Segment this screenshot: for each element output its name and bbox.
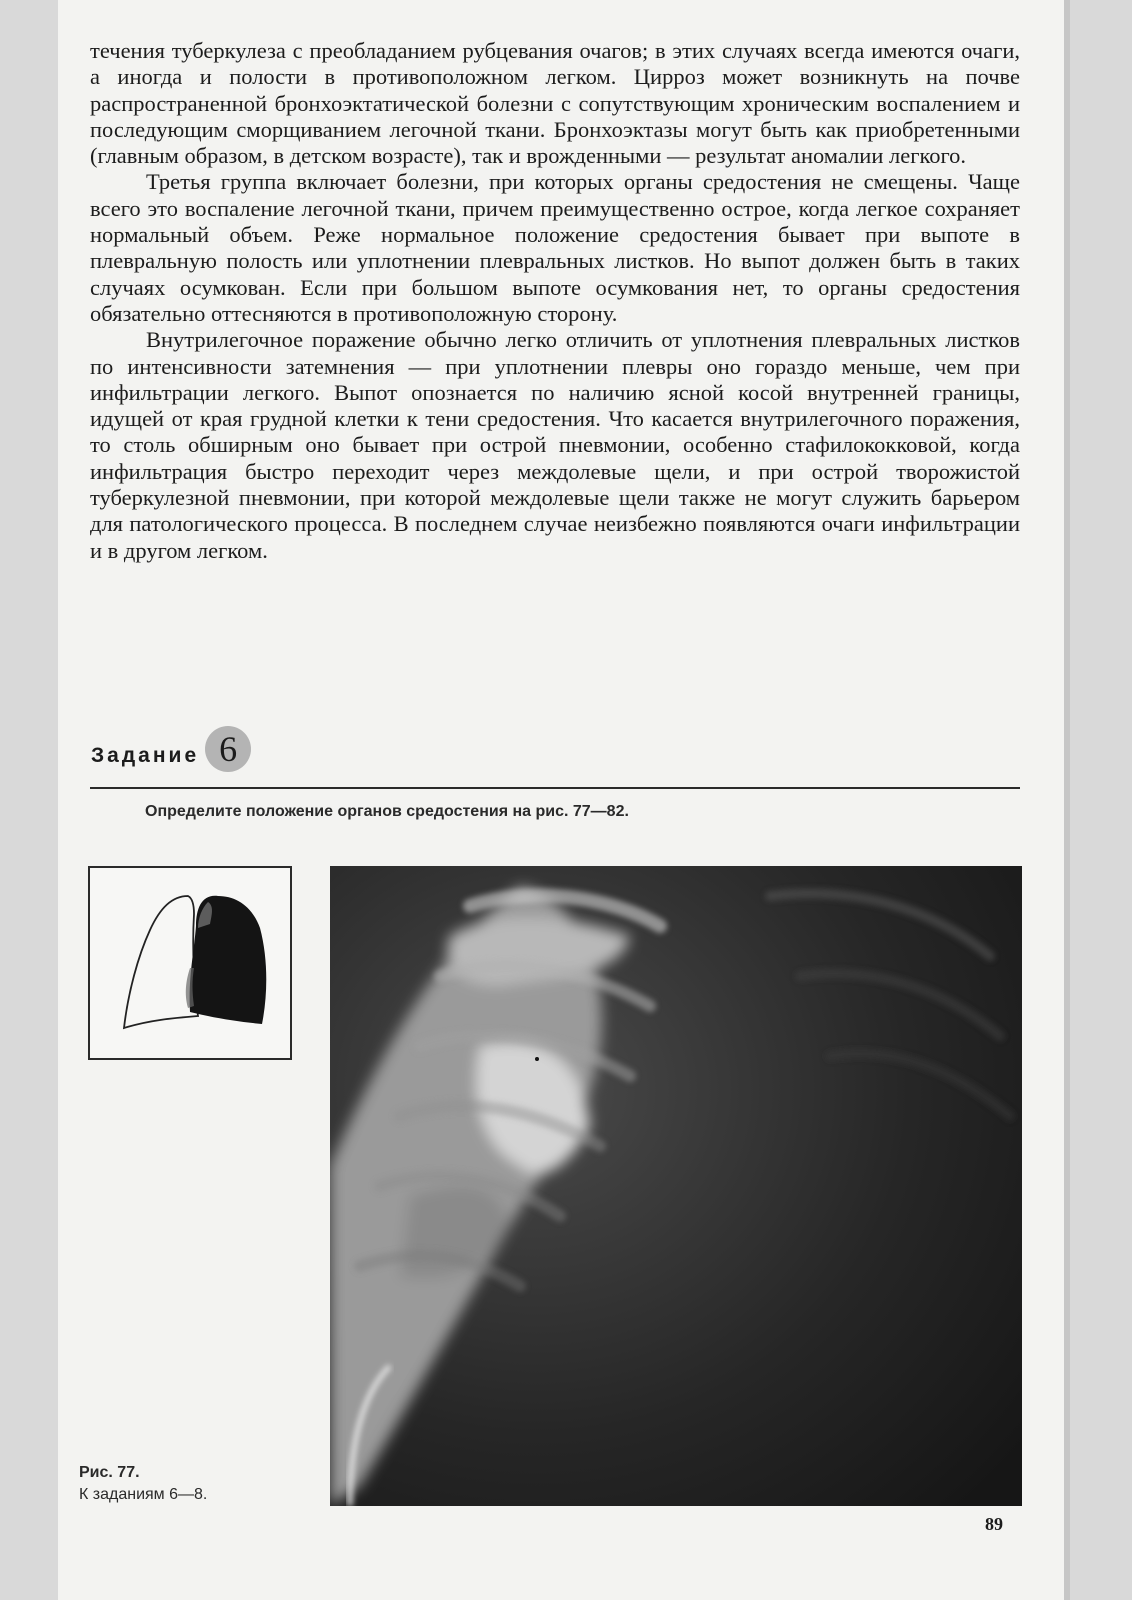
- body-text: [90, 38, 1020, 564]
- paragraph-third-group: Третья группа включает болезни, при которых органы средостения не смещены. Чаще всего это воспаление легочной ткани, причем преимущественно острое, когда легкое сохраняет нормальный объем. Реже нормальное положение средостения бывает при выпоте в плевральную полость или уплотнении плевральных листков. Но выпот должен быть в таких случаях осумкован. Если при большом выпоте осумкования нет, то органы средостения обязательно оттесняются в противоположную сторону.: [90, 169, 1020, 326]
- heading-rule: [90, 787, 1020, 789]
- task-heading: [91, 729, 251, 772]
- task-instruction: Определите положение органов средостения на рис. 77—82.: [145, 803, 629, 820]
- page-number: 89: [985, 1514, 1003, 1534]
- figure-label: Рис. 77.: [79, 1464, 140, 1481]
- lung-schema-diagram: [88, 866, 292, 1060]
- page-edge: [1064, 0, 1070, 1600]
- task-number-badge: 6: [205, 726, 251, 772]
- figure-caption: [79, 1462, 207, 1506]
- figure-caption-text: К заданиям 6—8.: [79, 1486, 208, 1503]
- task-heading-word: Задание: [91, 744, 200, 767]
- paragraph-continuation: течения туберкулеза с преобладанием рубцевания очагов; в этих случаях всегда имеются очаги, а иногда и полости в противоположном легком. Цирроз может возникнуть на почве распространенной бронхоэктатической болезни с сопутствующим хроническим воспалением и последующим сморщиванием легочной ткани. Бронхоэктазы могут быть как приобретенными (главным образом, в детском возрасте), так и врожденными — результат аномалии легкого.: [90, 38, 1020, 169]
- chest-xray-image: [330, 866, 1022, 1506]
- lung-schema-icon: [90, 868, 290, 1058]
- paragraph-intrapulmonary: Внутрилегочное поражение обычно легко отличить от уплотнения плевральных листков по интенсивности затемнения — при уплотнении плевры оно гораздо меньше, чем при инфильтрации легкого. Выпот опознается по наличию ясной косой внутренней границы, идущей от края грудной клетки к тени средостения. Что касается внутрилегочного поражения, то столь обширным оно бывает при острой пневмонии, особенно стафилококковой, когда инфильтрация быстро переходит через междолевые щели, и при острой творожистой туберкулезной пневмонии, при которой междолевые щели также не могут служить барьером для патологического процесса. В последнем случае неизбежно появляются очаги инфильтрации и в другом легком.: [90, 327, 1020, 563]
